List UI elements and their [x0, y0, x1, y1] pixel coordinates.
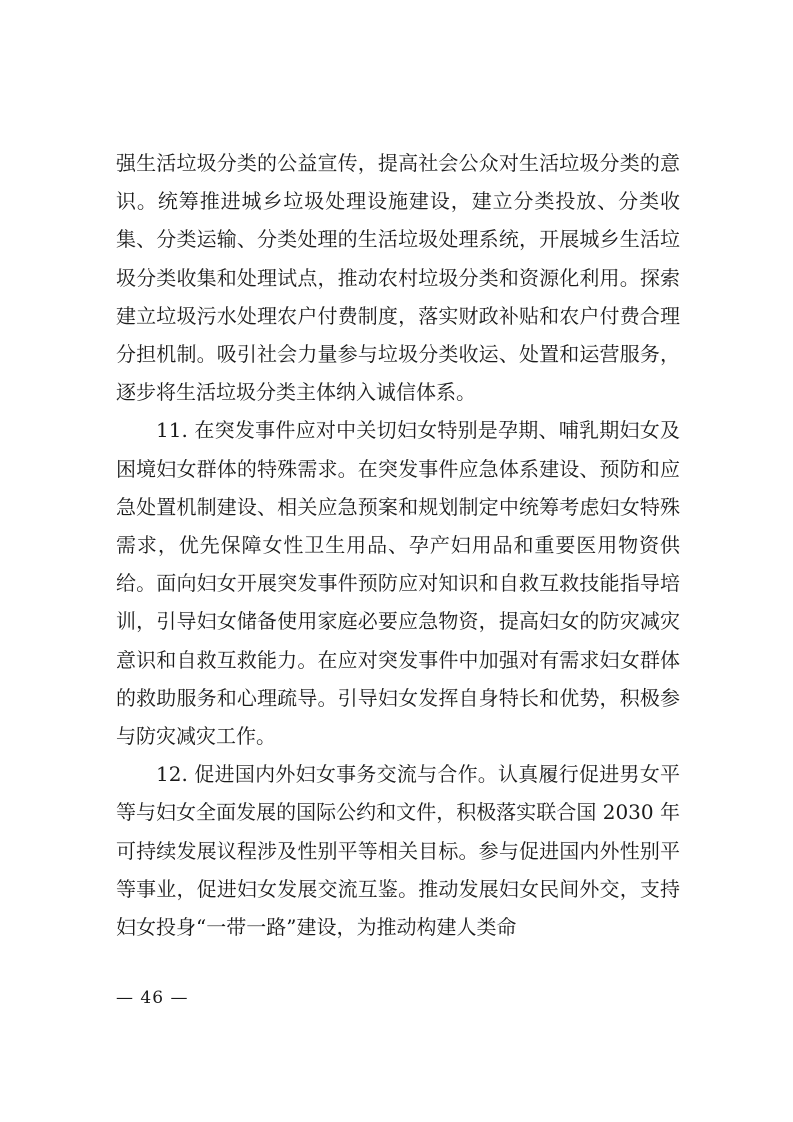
paragraph-item-12: 12. 促进国内外妇女事务交流与合作。认真履行促进男女平等与妇女全面发展的国际公约和文件，积极落实联合国 2030 年可持续发展议程涉及性别平等相关目标。参与促进国内外性别平等事业，促进妇女发展交流互鉴。推动发展妇女民间外交，支持妇女投身“一带一路”建设，为推动构建人类命 — [116, 762, 680, 940]
body-text — [116, 144, 680, 946]
paragraph-item-11: 11. 在突发事件应对中关切妇女特别是孕期、哺乳期妇女及困境妇女群体的特殊需求。在突发事件应急体系建设、预防和应急处置机制建设、相关应急预案和规划制定中统筹考虑妇女特殊需求，优先保障女性卫生用品、孕产妇用品和重要医用物资供给。面向妇女开展突发事件预防应对知识和自救互救技能指导培训，引导妇女储备使用家庭必要应急物资，提高妇女的防灾减灾意识和自救互救能力。在应对突发事件中加强对有需求妇女群体的救助服务和心理疏导。引导妇女发挥自身特长和优势，积极参与防灾减灾工作。 — [116, 418, 680, 749]
page-number: — 46 — — [116, 988, 189, 1008]
paragraph-waste-sorting: 强生活垃圾分类的公益宣传，提高社会公众对生活垃圾分类的意识。统筹推进城乡垃圾处理设施建设，建立分类投放、分类收集、分类运输、分类处理的生活垃圾处理系统，开展城乡生活垃圾分类收集和处理试点，推动农村垃圾分类和资源化利用。探索建立垃圾污水处理农户付费制度，落实财政补贴和农户付费合理分担机制。吸引社会力量参与垃圾分类收运、处置和运营服务，逐步将生活垃圾分类主体纳入诚信体系。 — [116, 151, 680, 405]
